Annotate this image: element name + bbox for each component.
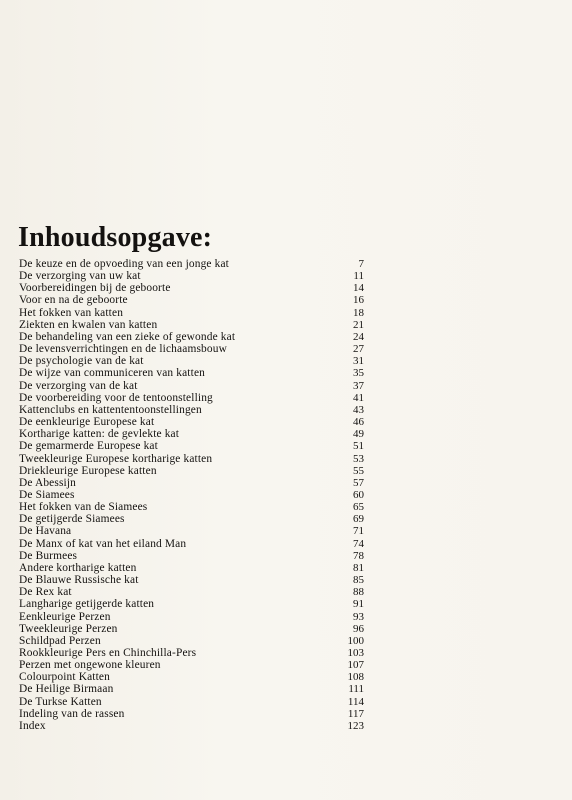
toc-entry-page-number: 37: [353, 379, 364, 392]
toc-entry-title: Voorbereidingen bij de geboorte: [19, 282, 171, 295]
toc-entry-page-number: 123: [347, 719, 364, 732]
toc-entry-title: Voor en na de geboorte: [19, 294, 128, 307]
toc-entry-title: De getijgerde Siamees: [19, 513, 125, 526]
toc-entry-title: De levensverrichtingen en de lichaamsbouw: [19, 343, 227, 356]
toc-entry: [19, 343, 364, 355]
toc-entry-page-number: 100: [347, 634, 364, 647]
toc-entry: [19, 355, 364, 367]
toc-entry-page-number: 71: [353, 525, 364, 538]
toc-entry-title: De Heilige Birmaan: [19, 683, 114, 696]
toc-entry-page-number: 21: [353, 318, 364, 331]
toc-entry-page-number: 60: [353, 488, 364, 501]
toc-entry-page-number: 107: [347, 659, 364, 672]
toc-entry-page-number: 27: [353, 343, 364, 356]
toc-entry-page-number: 108: [347, 671, 364, 684]
toc-entry-title: Colourpoint Katten: [19, 671, 110, 684]
toc-entry-title: Het fokken van de Siamees: [19, 501, 148, 514]
toc-entry-page-number: 49: [353, 428, 364, 441]
toc-entry: [19, 270, 364, 282]
page-title: Inhoudsopgave:: [18, 222, 213, 253]
toc-entry-page-number: 91: [353, 598, 364, 611]
toc-entry: [19, 635, 364, 647]
toc-entry: [19, 380, 364, 392]
toc-entry: [19, 282, 364, 294]
toc-entry-title: De wijze van communiceren van katten: [19, 367, 205, 380]
toc-entry-page-number: 11: [353, 270, 364, 283]
toc-entry: [19, 392, 364, 404]
toc-entry-page-number: 117: [347, 707, 364, 720]
toc-entry-title: De Turkse Katten: [19, 695, 102, 708]
toc-entry-title: Tweekleurige Europese kortharige katten: [19, 452, 213, 465]
toc-entry: [19, 404, 364, 416]
toc-entry: [19, 538, 364, 550]
toc-entry-title: De verzorging van uw kat: [19, 270, 141, 283]
toc-entry: [19, 598, 364, 610]
toc-entry: [19, 708, 364, 720]
toc-entry: [19, 489, 364, 501]
toc-entry: [19, 307, 364, 319]
toc-entry-page-number: 111: [348, 683, 364, 696]
toc-entry: [19, 453, 364, 465]
toc-entry: [19, 586, 364, 598]
toc-entry-title: De psychologie van de kat: [19, 355, 144, 368]
toc-entry-title: Rookkleurige Pers en Chinchilla-Pers: [19, 647, 197, 659]
toc-entry: [19, 562, 364, 574]
toc-entry: [19, 501, 364, 513]
toc-entry: [19, 331, 364, 343]
toc-entry: [19, 720, 364, 732]
toc-entry: [19, 671, 364, 683]
toc-entry-page-number: 55: [353, 464, 364, 477]
toc-entry: [19, 574, 364, 586]
toc-entry-page-number: 85: [353, 574, 364, 587]
toc-entry-page-number: 41: [353, 391, 364, 404]
toc-entry: [19, 367, 364, 379]
toc-entry-page-number: 103: [347, 647, 364, 659]
toc-entry-title: De Abessijn: [19, 476, 77, 489]
toc-entry-page-number: 93: [353, 610, 364, 623]
toc-entry-page-number: 43: [353, 403, 364, 416]
toc-entry-page-number: 24: [353, 330, 364, 343]
toc-entry-page-number: 57: [353, 476, 364, 489]
toc-entry: [19, 319, 364, 331]
toc-entry: [19, 465, 364, 477]
toc-entry: [19, 294, 364, 306]
toc-entry-title: Kortharige katten: de gevlekte kat: [19, 428, 180, 441]
toc-entry-page-number: 88: [353, 586, 364, 599]
toc-entry-title: De behandeling van een zieke of gewonde kat: [19, 330, 236, 343]
toc-entry-page-number: 18: [353, 306, 364, 319]
toc-entry-page-number: 78: [353, 549, 364, 562]
toc-entry: [19, 659, 364, 671]
toc-entry-page-number: 16: [353, 294, 364, 307]
toc-entry-title: De Manx of kat van het eiland Man: [19, 537, 187, 550]
toc-entry-title: De Blauwe Russische kat: [19, 574, 139, 587]
toc-entry-title: Ziekten en kwalen van katten: [19, 318, 158, 331]
toc-entry: [19, 258, 364, 270]
toc-entry-title: De voorbereiding voor de tentoonstelling: [19, 391, 213, 404]
toc-entry: [19, 428, 364, 440]
toc-entry-page-number: 74: [353, 537, 364, 550]
toc-entry: [19, 683, 364, 695]
toc-entry-title: De eenkleurige Europese kat: [19, 416, 155, 429]
toc-entry-title: De Siamees: [19, 488, 75, 501]
toc-entry-title: Index: [19, 719, 46, 732]
toc-entry: [19, 550, 364, 562]
toc-entry: [19, 647, 364, 659]
toc-entry-title: Indeling van de rassen: [19, 707, 125, 720]
toc-entry-page-number: 69: [353, 513, 364, 526]
toc-entry-title: Kattenclubs en kattententoonstellingen: [19, 403, 202, 416]
toc-entry: [19, 513, 364, 525]
toc-entry-title: Het fokken van katten: [19, 306, 124, 319]
toc-entry-title: De keuze en de opvoeding van een jonge kat: [19, 258, 229, 270]
toc-entry-page-number: 7: [358, 258, 364, 270]
toc-entry-page-number: 46: [353, 416, 364, 429]
toc-entry-title: De gemarmerde Europese kat: [19, 440, 158, 453]
toc-entry: [19, 696, 364, 708]
table-of-contents: [19, 258, 364, 732]
toc-entry-title: De Havana: [19, 525, 72, 538]
toc-entry-page-number: 31: [353, 355, 364, 368]
toc-entry-page-number: 14: [353, 282, 364, 295]
toc-entry-page-number: 53: [353, 452, 364, 465]
toc-entry-title: Schildpad Perzen: [19, 634, 101, 647]
toc-entry-page-number: 114: [347, 695, 364, 708]
toc-entry-page-number: 65: [353, 501, 364, 514]
toc-entry-title: De verzorging van de kat: [19, 379, 138, 392]
toc-entry-title: Tweekleurige Perzen: [19, 622, 118, 635]
toc-entry-page-number: 51: [353, 440, 364, 453]
toc-entry-page-number: 35: [353, 367, 364, 380]
toc-entry: [19, 611, 364, 623]
toc-entry-title: Langharige getijgerde katten: [19, 598, 155, 611]
toc-entry: [19, 477, 364, 489]
toc-entry: [19, 525, 364, 537]
toc-entry-title: De Rex kat: [19, 586, 72, 599]
toc-entry-title: Eenkleurige Perzen: [19, 610, 111, 623]
toc-entry: [19, 416, 364, 428]
toc-entry-page-number: 96: [353, 622, 364, 635]
toc-entry: [19, 623, 364, 635]
toc-entry-title: De Burmees: [19, 549, 78, 562]
toc-entry-title: Perzen met ongewone kleuren: [19, 659, 161, 672]
toc-entry: [19, 440, 364, 452]
toc-entry-page-number: 81: [353, 561, 364, 574]
toc-entry-title: Andere kortharige katten: [19, 561, 137, 574]
toc-entry-title: Driekleurige Europese katten: [19, 464, 157, 477]
